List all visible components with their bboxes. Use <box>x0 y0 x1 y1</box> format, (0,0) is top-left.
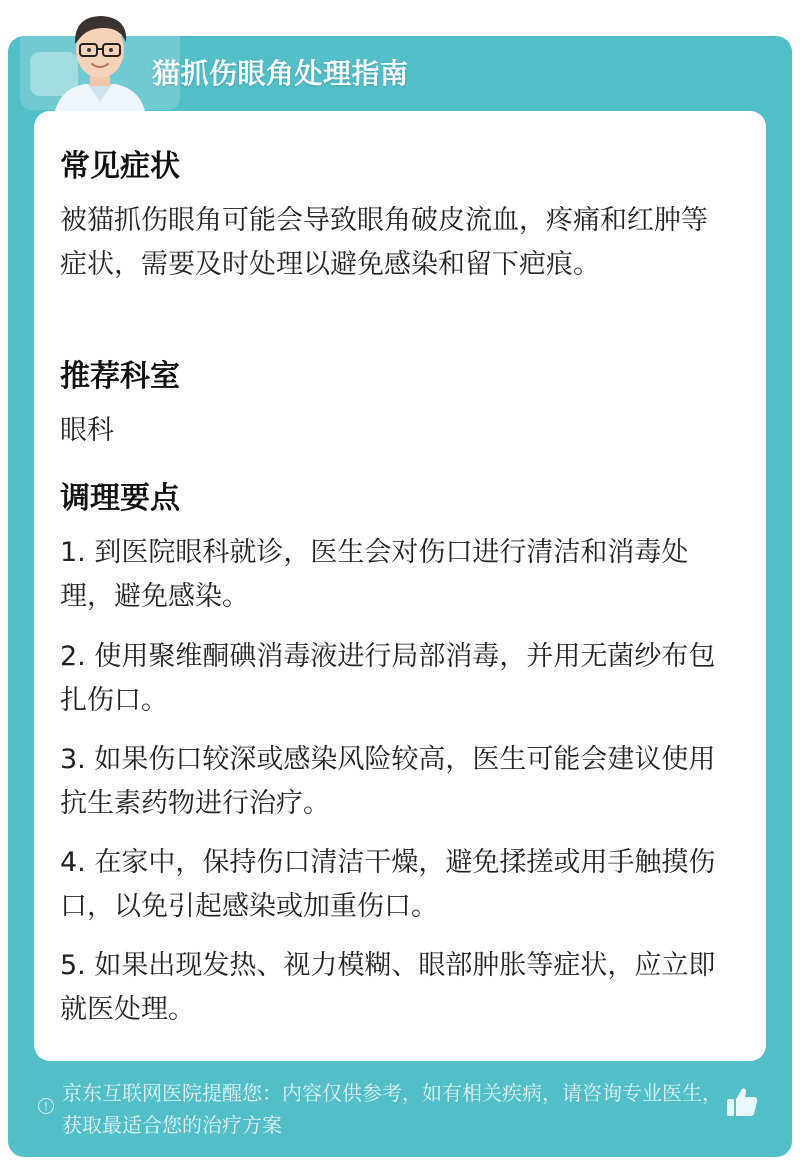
doctor-avatar <box>44 6 156 116</box>
section-title-care: 调理要点 <box>60 481 180 516</box>
section-title-symptoms: 常见症状 <box>60 149 180 184</box>
section-title-department: 推荐科室 <box>60 359 180 394</box>
disclaimer-text: 京东互联网医院提醒您：内容仅供参考，如有相关疾病，请咨询专业医生，获取最适合您的治疗方案 <box>62 1081 722 1137</box>
info-icon: ! <box>38 1098 54 1114</box>
page-title: 猫抓伤眼角处理指南 <box>152 57 409 90</box>
content-card <box>34 111 766 1061</box>
department-text: 眼科 <box>60 415 114 446</box>
symptoms-text: 被猫抓伤眼角可能会导致眼角破皮流血，疼痛和红肿等症状，需要及时处理以避免感染和留下疤痕。 <box>60 205 708 280</box>
thumbs-up-icon[interactable] <box>724 1084 760 1120</box>
care-item: 1. 到医院眼科就诊，医生会对伤口进行清洁和消毒处理，避免感染。 <box>60 537 689 612</box>
care-item: 5. 如果出现发热、视力模糊、眼部肿胀等症状，应立即就医处理。 <box>60 950 716 1025</box>
care-item: 2. 使用聚维酮碘消毒液进行局部消毒，并用无菌纱布包扎伤口。 <box>60 641 716 716</box>
care-item: 3. 如果伤口较深或感染风险较高，医生可能会建议使用抗生素药物进行治疗。 <box>60 744 716 819</box>
care-item: 4. 在家中，保持伤口清洁干燥，避免揉搓或用手触摸伤口，以免引起感染或加重伤口。 <box>60 847 716 922</box>
